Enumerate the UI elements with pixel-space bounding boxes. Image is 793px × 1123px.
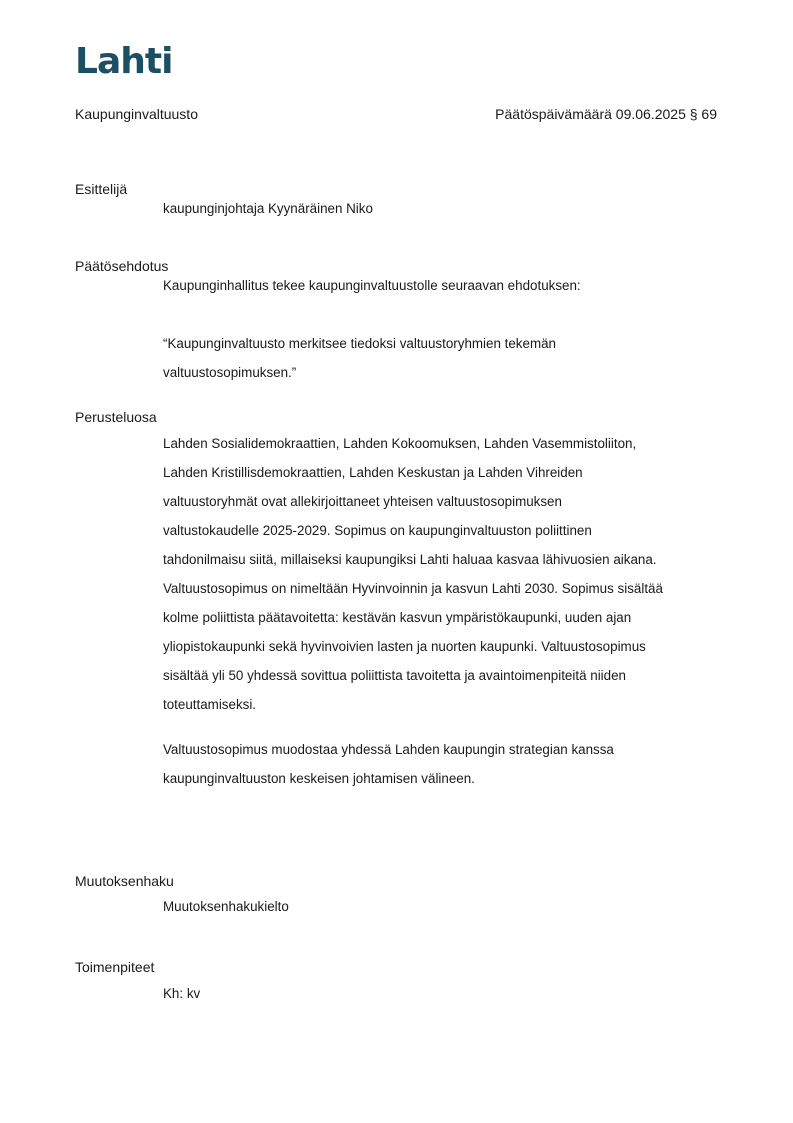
rationale-line: Valtuustosopimus on nimeltään Hyvinvoinnin ja kasvun Lahti 2030. Sopimus sisältää (163, 581, 663, 596)
appeal-text: Muutoksenhakukielto (163, 899, 289, 914)
rationale-line: Lahden Sosialidemokraattien, Lahden Kokoomuksen, Lahden Vasemmistoliiton, (163, 436, 637, 451)
rationale-line: Valtuustosopimus muodostaa yhdessä Lahden kaupungin strategian kanssa (163, 742, 614, 757)
section-label-perusteluosa: Perusteluosa (75, 409, 157, 425)
section-label-toimenpiteet: Toimenpiteet (75, 959, 155, 975)
rationale-line: toteuttamiseksi. (163, 697, 257, 712)
rationale-paragraph-2 (163, 735, 723, 793)
rationale-line: yliopistokaupunki sekä hyvinvoivien lasten ja nuorten kaupunki. Valtuustosopimus (163, 639, 646, 654)
lahti-logo: Lahti (75, 41, 173, 82)
rationale-line: kolme poliittista päätavoitetta: kestävän kasvun ympäristökaupunki, uuden ajan (163, 610, 632, 625)
rationale-line: tahdonilmaisu siitä, millaiseksi kaupungiksi Lahti haluaa kasvaa lähivuosien aikana. (163, 552, 657, 567)
presenter-text: kaupunginjohtaja Kyynäräinen Niko (163, 201, 373, 216)
section-label-esittelija: Esittelijä (75, 181, 128, 197)
section-label-muutoksenhaku: Muutoksenhaku (75, 873, 174, 889)
proposal-quote-line: “Kaupunginvaltuusto merkitsee tiedoksi valtuustoryhmien tekemän (163, 336, 556, 351)
decision-date: Päätöspäivämäärä 09.06.2025 § 69 (495, 106, 717, 122)
rationale-line: Lahden Kristillisdemokraattien, Lahden Keskustan ja Lahden Vihreiden (163, 465, 583, 480)
rationale-line: sisältää yli 50 yhdessä sovittua poliittista tavoitetta ja avaintoimenpiteitä niiden (163, 668, 626, 683)
measures-text: Kh: kv (163, 986, 201, 1001)
proposal-quote-line: valtuustosopimuksen.” (163, 365, 297, 380)
rationale-line: valtustokaudelle 2025-2029. Sopimus on kaupunginvaltuuston poliittinen (163, 523, 592, 538)
rationale-paragraph-1 (163, 429, 723, 719)
proposal-intro: Kaupunginhallitus tekee kaupunginvaltuustolle seuraavan ehdotuksen: (163, 278, 581, 293)
proposal-quote (163, 329, 723, 387)
rationale-line: kaupunginvaltuuston keskeisen johtamisen välineen. (163, 771, 475, 786)
section-label-paatosehdotus: Päätösehdotus (75, 258, 169, 274)
organ-name: Kaupunginvaltuusto (75, 106, 198, 122)
rationale-line: valtuustoryhmät ovat allekirjoittaneet yhteisen valtuustosopimuksen (163, 494, 562, 509)
